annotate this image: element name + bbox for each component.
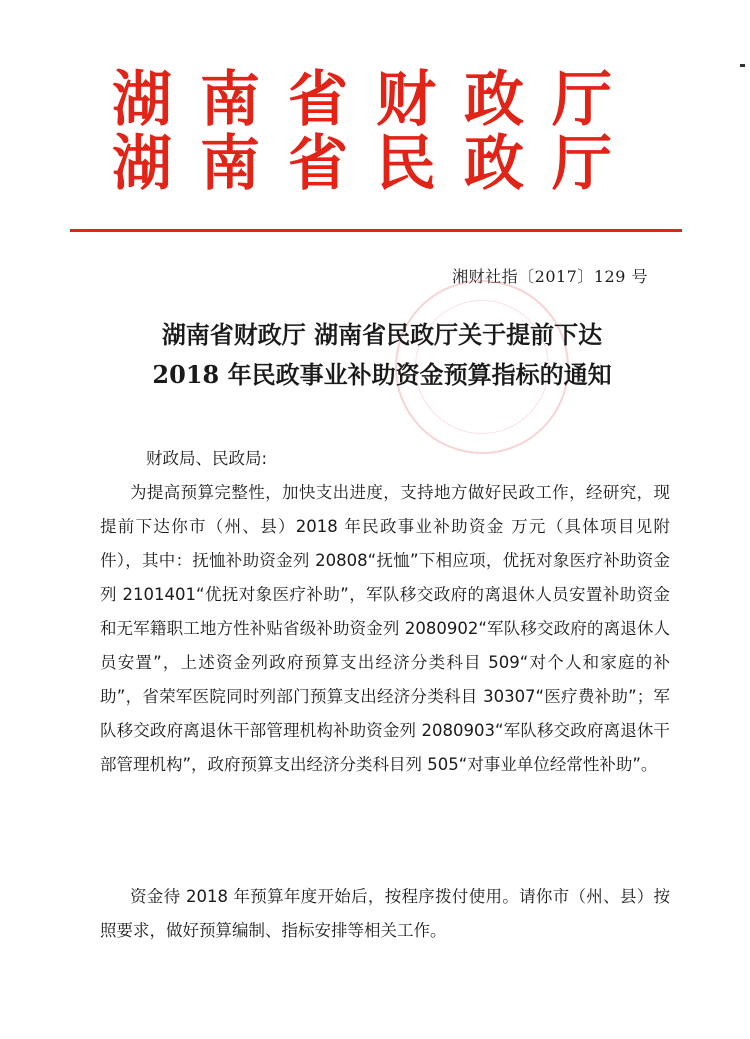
document-title-line-2: 2018 年民政事业补助资金预算指标的通知 (152, 360, 612, 389)
document-title-line-1: 湖南省财政厅 湖南省民政厅关于提前下达 (161, 320, 603, 349)
scan-artifact (740, 64, 745, 67)
document-number: 湘财社指〔2017〕129 号 (452, 267, 648, 286)
letterhead-org-2: 湖南省民政厅 (112, 129, 640, 199)
letterhead-org-1: 湖南省财政厅 (112, 65, 640, 135)
salutation: 财政局、民政局: (146, 449, 268, 468)
body-paragraph-2: 资金待 2018 年预算年度开始后，按程序拨付使用。请你市（州、县）按照要求，做好预算编制、指标安排等相关工作。 (100, 887, 670, 940)
letterhead (112, 65, 672, 199)
body-paragraph-1: 为提高预算完整性，加快支出进度，支持地方做好民政工作，经研究，现提前下达你市（州、县）2018 年民政事业补助资金 万元（具体项目见附件），其中：抚恤补助资金列 20808“抚恤”下相应项，优抚对象医疗补助资金列 2101401“优抚对象医疗补助”，军队移交政府的离退休人员安置补助资金和无军籍职工地方性补贴省级补助资金列 2080902“军队移交政府的离退休人员安置”，上述资金列政府预算支出经济分类科目 509“对个人和家庭的补助”，省荣军医院同时列部门预算支出经济分类科目 30307“医疗费补助”；军队移交政府离退休干部管理机构补助资金列 2080903“军队移交政府离退休干部管理机构”，政府预算支出经济分类科目列 505“对事业单位经常性补助”。 (100, 483, 670, 774)
letterhead-red-rule (70, 229, 682, 232)
